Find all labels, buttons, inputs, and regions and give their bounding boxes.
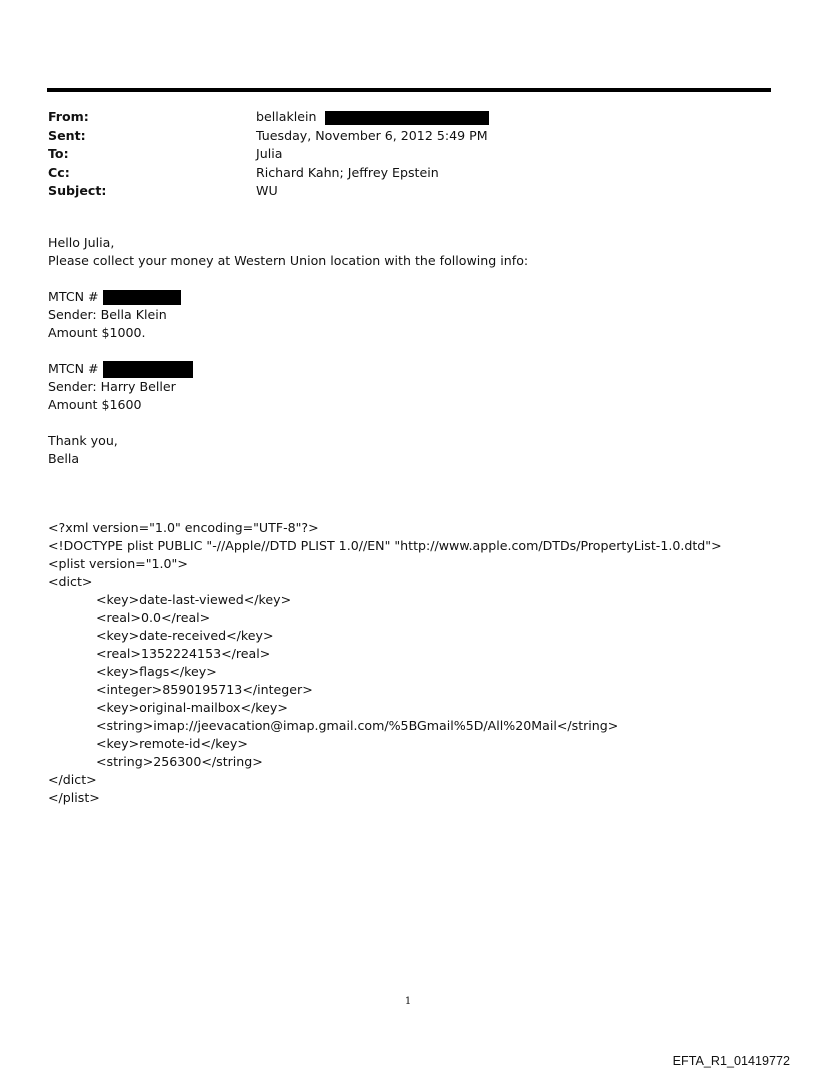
xml-line: <key>remote-id</key> (96, 736, 248, 751)
xml-line: <!DOCTYPE plist PUBLIC "-//Apple//DTD PLIST 1.0//EN" "http://www.apple.com/DTDs/PropertyList-1.0.dtd"> (48, 538, 722, 553)
subject-value: WU (256, 183, 278, 198)
page-number: 1 (404, 996, 412, 1007)
xml-line: <real>1352224153</real> (96, 646, 271, 661)
xml-line: </dict> (48, 772, 97, 787)
sender-line: Sender: Bella Klein (48, 307, 167, 322)
xml-line: <key>date-received</key> (96, 628, 274, 643)
greeting: Hello Julia, (48, 235, 115, 250)
bates-number: EFTA_R1_01419772 (672, 1054, 790, 1068)
redaction-block (103, 290, 181, 305)
from-label: From: (48, 109, 89, 124)
sent-value: Tuesday, November 6, 2012 5:49 PM (256, 127, 488, 143)
xml-line: <string>256300</string> (96, 754, 263, 769)
from-sender: bellaklein (256, 109, 317, 124)
plist-xml-block (48, 519, 722, 807)
xml-line: <plist version="1.0"> (48, 556, 188, 571)
amount-line: Amount $1600 (48, 397, 142, 412)
sent-label: Sent: (48, 127, 86, 143)
from-value (256, 108, 489, 127)
xml-line: </plist> (48, 790, 100, 805)
xml-line: <key>original-mailbox</key> (96, 700, 288, 715)
redaction-block (325, 111, 489, 125)
cc-label: Cc: (48, 164, 70, 180)
email-body (48, 234, 528, 468)
cc-value: Richard Kahn; Jeffrey Epstein (256, 164, 439, 180)
xml-line: <?xml version="1.0" encoding="UTF-8"?> (48, 520, 319, 535)
subject-label: Subject: (48, 183, 107, 198)
xml-line: <string>imap://jeevacation@imap.gmail.com/%5BGmail%5D/All%20Mail</string> (96, 718, 619, 733)
sender-line: Sender: Harry Beller (48, 379, 176, 394)
to-value: Julia (256, 146, 283, 161)
redaction-block (103, 361, 193, 378)
mtcn-label: MTCN # (48, 361, 99, 376)
intro-text: Please collect your money at Western Union location with the following info: (48, 253, 529, 268)
xml-line: <key>date-last-viewed</key> (96, 592, 292, 607)
signature: Bella (48, 451, 80, 466)
xml-line: <key>flags</key> (96, 664, 217, 679)
xml-line: <dict> (48, 574, 93, 589)
amount-line: Amount $1000. (48, 325, 146, 340)
xml-line: <integer>8590195713</integer> (96, 682, 313, 697)
closing: Thank you, (48, 433, 118, 448)
header-rule (47, 88, 771, 92)
mtcn-line (48, 288, 528, 306)
mtcn-label: MTCN # (48, 289, 99, 304)
mtcn-line (48, 360, 528, 378)
xml-line: <real>0.0</real> (96, 610, 211, 625)
to-label: To: (48, 146, 69, 161)
